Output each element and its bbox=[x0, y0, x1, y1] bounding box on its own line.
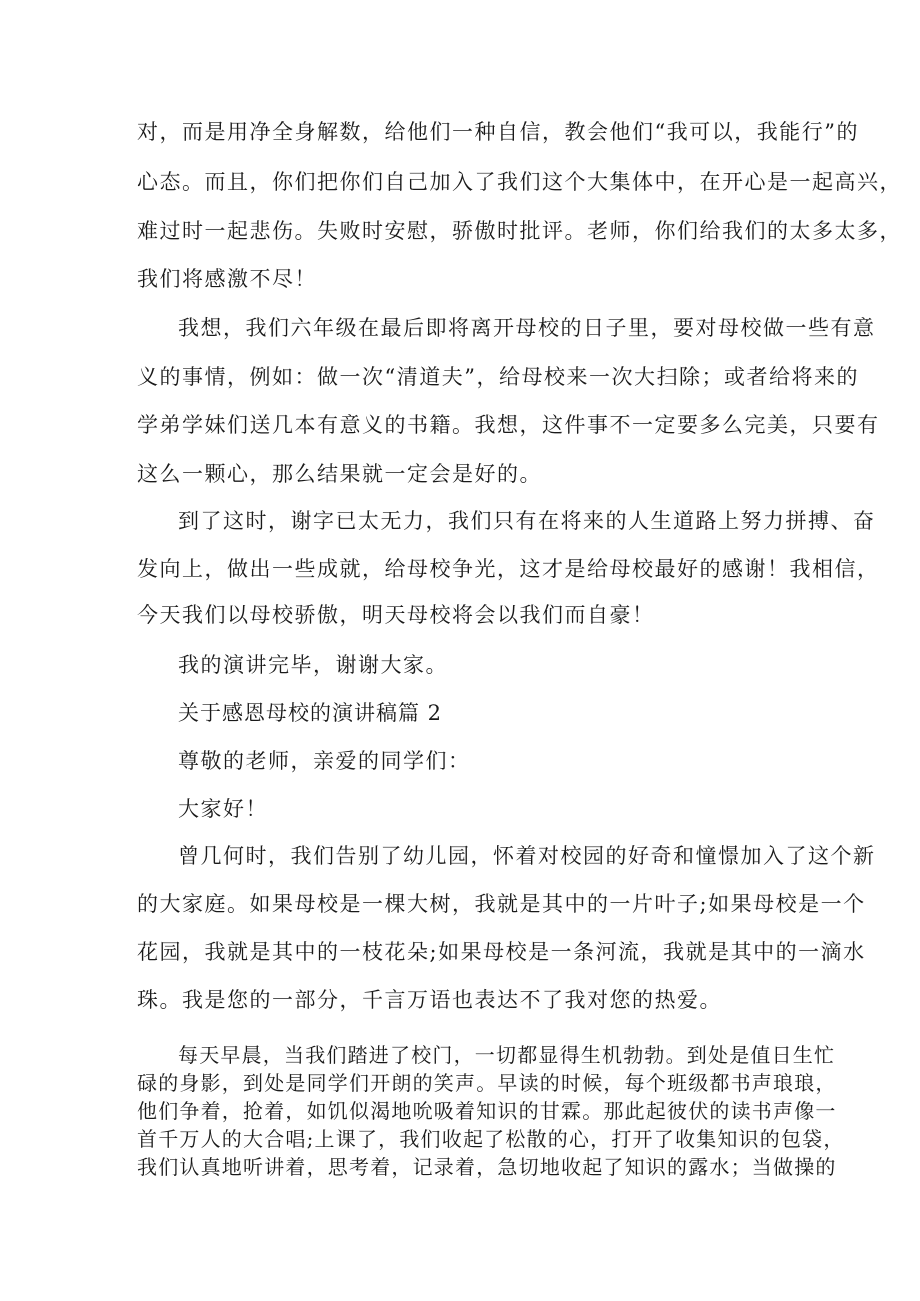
greeting: 大家好！ bbox=[178, 797, 268, 821]
text-line: 这么一颗心，那么结果就一定会是好的。 bbox=[137, 462, 542, 486]
text-line: 学弟学妹们送几本有意义的书籍。我想，这件事不一定要多么完美，只要有 bbox=[137, 413, 880, 437]
text-line: 我们认真地听讲着，思考着，记录着，急切地收起了知识的露水；当做操的 bbox=[137, 1155, 837, 1179]
text-line: 对，而是用净全身解数，给他们一种自信，教会他们“我可以，我能行”的 bbox=[137, 120, 859, 144]
text-line: 的大家庭。如果母校是一棵大树，我就是其中的一片叶子;如果母校是一个 bbox=[137, 892, 866, 916]
text-line: 我们将感激不尽！ bbox=[137, 267, 317, 291]
text-line: 碌的身影，到处是同学们开朗的笑声。早读的时候，每个班级都书声琅琅， bbox=[137, 1071, 837, 1095]
text-line: 珠。我是您的一部分，千言万语也表达不了我对您的热爱。 bbox=[137, 988, 722, 1012]
text-line: 首千万人的大合唱;上课了，我们收起了松散的心，打开了收集知识的包袋， bbox=[137, 1127, 845, 1151]
text-line: 花园，我就是其中的一枝花朵;如果母校是一条河流，我就是其中的一滴水 bbox=[137, 940, 866, 964]
text-line: 到了这时，谢字已太无力，我们只有在将来的人生道路上努力拼搏、奋 bbox=[178, 509, 876, 533]
text-line: 难过时一起悲伤。失败时安慰，骄傲时批评。老师，你们给我们的太多太多， bbox=[137, 219, 902, 243]
text-line: 我的演讲完毕，谢谢大家。 bbox=[178, 653, 448, 677]
section-heading: 关于感恩母校的演讲稿篇 2 bbox=[178, 701, 443, 725]
text-line: 发向上，做出一些成就，给母校争光，这才是给母校最好的感谢！我相信， bbox=[137, 557, 880, 581]
text-line: 今天我们以母校骄傲，明天母校将会以我们而自豪！ bbox=[137, 603, 655, 627]
salutation: 尊敬的老师，亲爱的同学们： bbox=[178, 749, 471, 773]
text-line: 曾几何时，我们告别了幼儿园，怀着对校园的好奇和憧憬加入了这个新 bbox=[178, 844, 876, 868]
text-line: 心态。而且，你们把你们自己加入了我们这个大集体中，在开心是一起高兴， bbox=[137, 170, 902, 194]
text-line: 他们争着，抢着，如饥似渴地吮吸着知识的甘霖。那此起彼伏的读书声像一 bbox=[137, 1099, 837, 1123]
text-line: 我想，我们六年级在最后即将离开母校的日子里，要对母校做一些有意 bbox=[178, 316, 876, 340]
text-line: 义的事情，例如：做一次“清道夫”，给母校来一次大扫除；或者给将来的 bbox=[137, 365, 859, 389]
text-line: 每天早晨，当我们踏进了校门，一切都显得生机勃勃。到处是值日生忙 bbox=[178, 1043, 836, 1067]
